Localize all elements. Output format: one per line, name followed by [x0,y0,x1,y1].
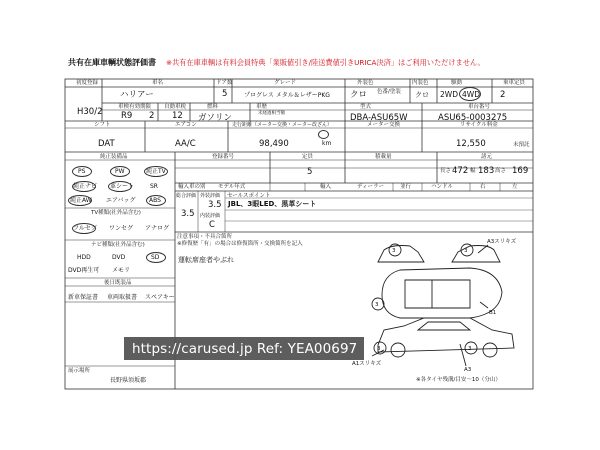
history-parallel: 並行 [400,184,412,190]
navi-hdd: HDD [77,254,91,261]
drive-4wd: 4WD [462,90,480,99]
watermark-text: https://carused.jp Ref: YEA00697 [132,341,358,357]
overall-grade: 3.5 [181,209,195,219]
location-value: 長野県須坂郡 [110,377,147,384]
size-height: 169 [512,166,529,176]
navi-dvd-play: DVD再生可 [68,267,100,274]
label-body: 車歴 [256,104,268,110]
size-length: 472 [452,166,469,176]
retrofit-manual: 車両取扱書 [107,294,138,301]
label-load: 積載量 [375,154,392,160]
equip-navi: 純正ナビ [73,183,98,190]
damage-a3-scratch: A3スリキズ [487,239,517,245]
label-interior: 内装評価 [200,213,221,219]
insp-day: 12 [172,111,183,121]
label-capacity: 乗車定員 [503,80,526,86]
tv-oneseg: ワンセグ [109,225,134,232]
label-mileage: 走行距離（メーター交換・メーター改ざん） [232,122,333,128]
history-dealer: ディーラー [357,184,385,190]
label-color-no: 色番/塗装 [377,89,401,95]
marker-2: 3 [464,248,468,254]
repair-legend: ※修復歴「有」の場合は修復箇所・交換箇所を記入 [177,241,303,247]
marker-4: 3 [377,346,381,352]
navi-dvd: DVD [112,254,126,261]
label-exterior: 外装評価 [200,193,221,199]
label-location: 展示場所 [68,368,91,374]
grade-value: プログレス メタル＆レザーPKG [244,92,330,99]
car-side-view [378,318,514,352]
label-repair: 注意事項・不具合箇所 [177,234,233,240]
remark-text: 運転席座者やぶれ [178,256,234,264]
car-rear-view [452,246,500,263]
label-width: 幅 [470,168,476,174]
label-model-year: モデル年式 [218,184,246,190]
recycle-value: 12,550 [456,139,486,149]
interior-grade: C [209,220,215,230]
history-handle: ハンドル [431,184,454,190]
label-length: 長さ [440,168,452,174]
equip-leather: 革シート [110,183,135,190]
equip-airbag: エアバッグ [106,197,136,204]
label-tax-note: 未経過相当額 [258,111,285,116]
int-color-value: クロ [415,91,429,99]
label-height: 高さ [495,168,507,174]
label-seats: 定員 [302,154,314,160]
marker-1: 3 [392,248,396,254]
shift-value: DAT [98,139,115,149]
size-width: 183 [478,166,495,176]
label-type: 型式 [360,104,372,110]
label-doors: ドア数 [216,80,233,86]
capacity-value: 2 [500,90,506,100]
label-recycle: リサイクル料金 [460,122,498,128]
ac-value: AA/C [175,139,196,149]
doors-value: 5 [222,89,228,99]
label-int-color: 内装色 [412,80,429,86]
recycle-note: 未預託 [513,142,530,148]
equip-sr: SR [150,183,158,190]
drive-2wd: 2WD [440,90,458,99]
fuel-value: ガソリン [198,113,233,123]
equip-pw: PW [115,168,125,175]
marker-5: 3 [468,346,472,352]
damage-a3: A3 [464,367,472,373]
equip-tv: 純正TV [146,168,166,175]
equip-aw: 純正AW [70,197,92,204]
seats-value: 5 [307,167,313,177]
insp-year: R9 [121,111,133,121]
sheet-title: 共有在庫車輌状態評価書 [68,58,156,67]
label-fuel: 燃料 [207,104,219,110]
navi-memory: メモリ [112,267,131,274]
sales-point: JBL、3眼LED、黒革シート [228,200,317,208]
first-reg-value: H30/2 [77,107,103,117]
notice-text: ※共有在庫車輌は有料会員特典「業販値引き/陸送費値引きURICA決済」はご利用いただけません。 [166,58,485,67]
tv-title: TV種類(社外品含む) [91,210,141,216]
model-name-value: ハリアー [120,90,154,100]
tv-analog: アナログ [145,225,170,232]
tire-note: ※各タイヤ残溝/目安〜10（分山） [416,377,501,383]
label-tax: 自動車税 [164,104,187,110]
chassis-no-value: ASU65-0003275 [438,113,508,123]
retrofit-sparekey: スペアキー [145,294,175,301]
equip-ps: PS [78,168,86,175]
history-import: 輸入 [320,184,332,190]
label-ac: エアコン [175,122,197,128]
tv-fullseg: フルセグ [73,225,97,232]
label-chassis-no: 車台番号 [468,104,491,110]
ext-color-value: クロ [350,90,368,100]
label-reg-no: 登録番号 [212,154,235,160]
insp-month: 2 [149,111,155,121]
label-drive: 駆動 [451,80,463,86]
exterior-grade: 3.5 [208,200,222,210]
label-first-reg: 初度登録 [76,80,99,86]
label-model-name: 車名 [152,80,164,86]
history-right: 右 [480,184,486,190]
equipment-title: 純正装備品 [100,154,128,160]
label-meter-change: メーター交換 [367,122,401,128]
navi-sd: SD [151,254,160,261]
label-size: 諸元 [481,154,493,160]
damage-b1: B1 [489,310,497,316]
marker-3: 3 [375,302,379,308]
label-overall: 総合評価 [176,193,197,199]
equip-abs: ABS [149,197,161,204]
mileage-unit: km [322,140,332,147]
mileage-value: 98,490 [259,139,289,149]
label-shift: シフト [94,122,111,128]
label-ext-color: 外装色 [357,80,374,86]
retrofit-title: 後日既装品 [104,280,132,286]
damage-a1-scratch: A1スリキズ [352,361,382,367]
car-top-view [382,268,502,318]
label-inspection: 車検有効期限 [118,104,152,110]
navi-title: ナビ種類(社外品含む) [91,242,145,248]
history-left: 左 [512,184,518,190]
label-sales-point: セールスポイント [227,193,271,199]
label-import: 輸入車の別 [178,184,206,190]
type-value: DBA-ASU65W [350,113,408,123]
label-grade: グレード [274,80,297,86]
retrofit-warranty: 新車保証書 [68,294,99,301]
